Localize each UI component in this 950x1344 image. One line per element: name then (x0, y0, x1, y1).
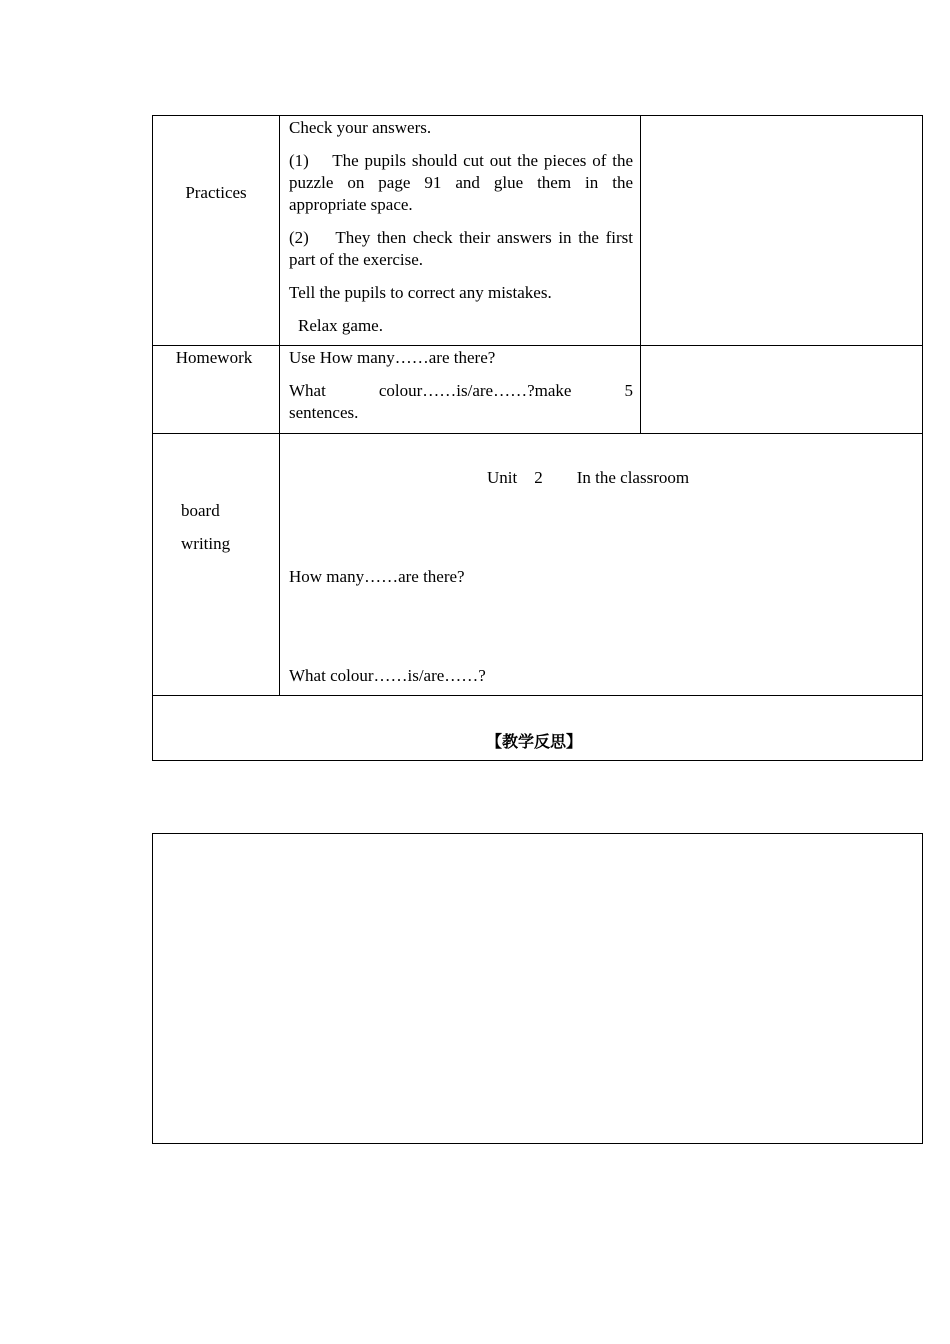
reflection-heading: 【教学反思】 (486, 732, 583, 751)
homework-line-2-wrap: sentences. (289, 403, 359, 422)
practices-item-2: (2) They then check their answers in the first part of the exercise. (289, 228, 633, 269)
board-label-2: writing (181, 534, 231, 553)
table-border-right (922, 115, 923, 761)
reflection-box (152, 833, 923, 1144)
table-border-top (152, 115, 923, 116)
practices-check-line: Check your answers. (289, 118, 432, 137)
homework-line-2-first (289, 380, 633, 402)
practices-relax-line: Relax game. (298, 316, 383, 335)
practices-item-1: (1) The pupils should cut out the pieces of the puzzle on page 91 and glue them in the appropriate space. (289, 151, 633, 214)
column-divider-notes (640, 115, 641, 434)
column-divider-label (279, 115, 280, 696)
row-divider-homework (152, 433, 923, 434)
row-divider-practices (152, 345, 923, 346)
practices-label: Practices (185, 183, 247, 202)
homework-line-1: Use How many……are there? (289, 348, 496, 367)
board-sentence-1: How many……are there? (289, 567, 465, 586)
board-title: Unit 2 In the classroom (487, 468, 690, 487)
homework-label: Homework (175, 348, 253, 367)
board-sentence-2: What colour……is/are……? (289, 666, 486, 685)
table-border-left (152, 115, 153, 761)
homework-line-2: What colour……is/are……?make 5 (289, 381, 633, 400)
board-label-1: board (181, 501, 220, 520)
table-border-bottom (152, 760, 923, 761)
practices-tell-line: Tell the pupils to correct any mistakes. (289, 283, 552, 302)
row-divider-board (152, 695, 923, 696)
